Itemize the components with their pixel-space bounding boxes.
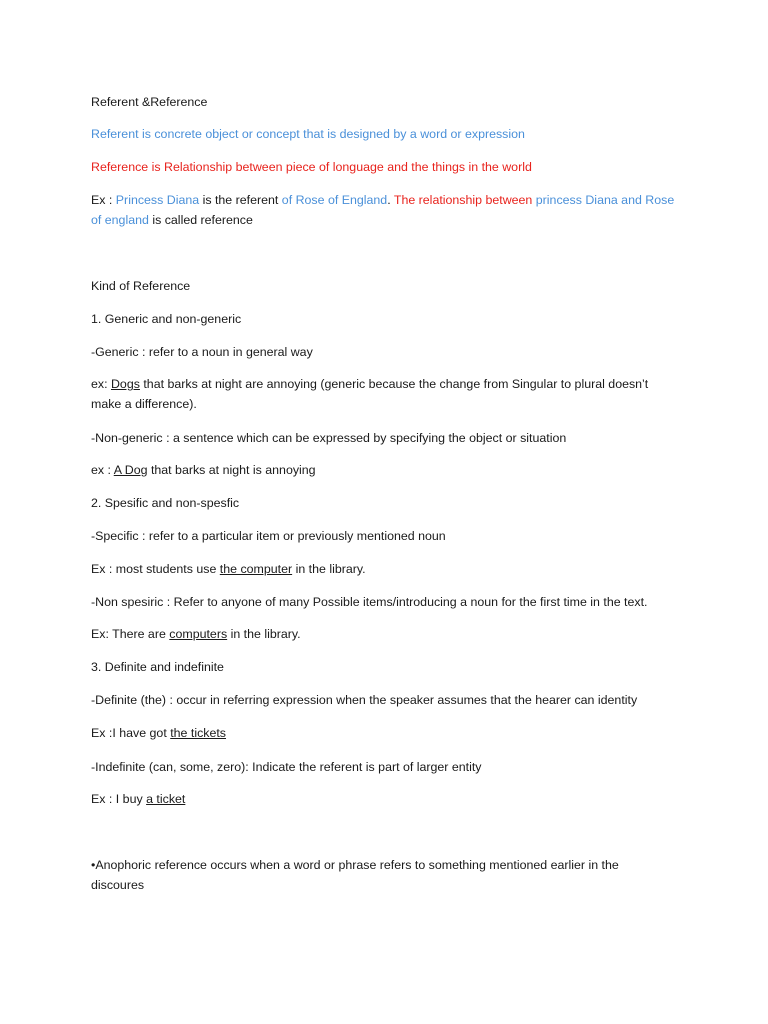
underlined-the-computer: the computer: [219, 562, 293, 576]
specific-definition: -Specific : refer to a particular item or previously mentioned noun: [91, 529, 446, 543]
specific-example: [91, 559, 366, 579]
example-prefix: Ex :I have got: [91, 726, 171, 740]
example-princess-diana-and-rose: princess Diana and Rose: [535, 193, 675, 207]
heading: Referent &Reference: [91, 95, 208, 109]
example-prefix: Ex: There are: [91, 627, 170, 641]
anaphoric-line-2: discoures: [91, 878, 145, 892]
indefinite-definition: -Indefinite (can, some, zero): Indicate the referent is part of larger entity: [91, 760, 482, 774]
example-text: that barks at night is annoying: [147, 463, 316, 477]
non-specific-example: [91, 624, 301, 644]
section-1-title: 1. Generic and non-generic: [91, 312, 242, 326]
example-rose-of-england: of Rose of England: [281, 193, 388, 207]
example-text: .: [387, 193, 394, 207]
kind-of-reference-title: Kind of Reference: [91, 279, 191, 293]
definition-reference: Reference is Relationship between piece of longuage and the things in the world: [91, 160, 532, 174]
generic-example-line-1: [91, 374, 648, 394]
example-text: in the library.: [227, 627, 301, 641]
section-2-title: 2. Spesific and non-spesfic: [91, 496, 240, 510]
definition-referent: Referent is concrete object or concept that is designed by a word or expression: [91, 127, 525, 141]
underlined-the-tickets: the tickets: [170, 726, 227, 740]
example-relationship: The relationship between: [393, 193, 536, 207]
example-of-england: of england: [91, 213, 149, 227]
underlined-a-ticket: a ticket: [146, 792, 186, 806]
example-prefix: Ex : most students use: [91, 562, 220, 576]
indefinite-example: [91, 789, 185, 809]
example-text: is the referent: [199, 193, 282, 207]
non-generic-example: [91, 460, 316, 480]
example-prefix: ex :: [91, 463, 114, 477]
section-3-title: 3. Definite and indefinite: [91, 660, 224, 674]
anaphoric-line-1: •Anophoric reference occurs when a word or phrase refers to something mentioned earlier in the: [91, 858, 619, 872]
example-prefix: ex:: [91, 377, 111, 391]
generic-example-line-2: make a difference).: [91, 397, 197, 411]
definite-definition: -Definite (the) : occur in referring expression when the speaker assumes that the hearer can identity: [91, 693, 638, 707]
example-line-2: [91, 210, 253, 230]
example-line-1: [91, 190, 674, 210]
example-called-reference: is called reference: [148, 213, 253, 227]
example-text: in the library.: [292, 562, 366, 576]
example-text: that barks at night are annoying (generic because the change from Singular to plural doesn’t: [139, 377, 649, 391]
non-generic-definition: -Non-generic : a sentence which can be expressed by specifying the object or situation: [91, 431, 567, 445]
example-prefix: Ex :: [91, 193, 116, 207]
example-prefix: Ex : I buy: [91, 792, 147, 806]
example-princess-diana: Princess Diana: [115, 193, 200, 207]
underlined-computers: computers: [169, 627, 228, 641]
underlined-dogs: Dogs: [110, 377, 140, 391]
definite-example: [91, 723, 226, 743]
generic-definition: -Generic : refer to a noun in general way: [91, 345, 313, 359]
non-specific-definition: -Non spesiric : Refer to anyone of many Possible items/introducing a noun for the first time in the text.: [91, 595, 648, 609]
underlined-a-dog: A Dog: [113, 463, 148, 477]
